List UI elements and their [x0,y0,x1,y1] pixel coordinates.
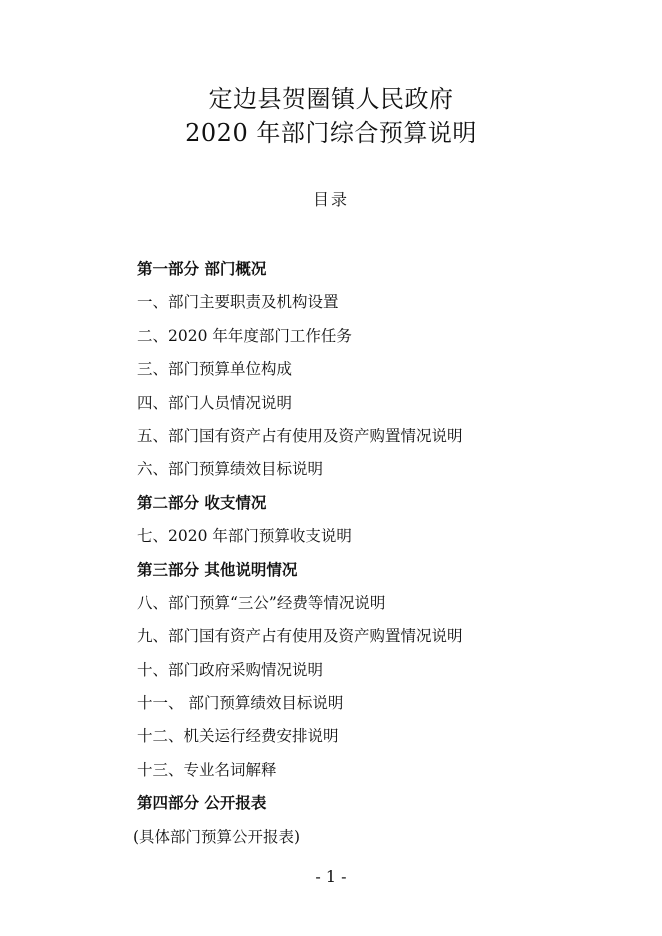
toc-item: 七、2020 年部门预算收支说明 [137,527,352,546]
toc-item: 十三、专业名词解释 [137,760,277,779]
toc-part-heading: 第四部分 公开报表 [137,793,267,813]
toc-item: 十、部门政府采购情况说明 [137,660,324,679]
toc-item: 十二、机关运行经费安排说明 [137,727,339,746]
toc-part-heading: 第一部分 部门概况 [137,259,267,278]
document-title-line1: 定边县贺圈镇人民政府 [208,85,454,113]
toc-item: 二、2020 年年度部门工作任务 [137,326,352,345]
toc-item: 六、部门预算绩效目标说明 [137,460,324,479]
toc-item: 十一、 部门预算绩效目标说明 [137,694,344,713]
toc-item: 四、部门人员情况说明 [137,393,293,412]
toc-part-heading: 第三部分 其他说明情况 [137,559,298,579]
page-number: - 1 - [315,867,347,886]
document-title-line2: 2020 年部门综合预算说明 [185,119,477,147]
toc-part-heading: 第二部分 收支情况 [137,492,267,512]
toc-item: 八、部门预算“三公”经费等情况说明 [137,593,386,612]
toc-item: 一、部门主要职责及机构设置 [137,293,339,312]
toc-item: (具体部门预算公开报表) [133,827,301,846]
toc-item: 五、部门国有资产占有使用及资产购置情况说明 [137,426,463,445]
toc-item: 三、部门预算单位构成 [137,360,293,379]
table-of-contents [133,257,617,858]
toc-heading: 目录 [312,190,349,209]
toc-item: 九、部门国有资产占有使用及资产购置情况说明 [137,627,463,646]
